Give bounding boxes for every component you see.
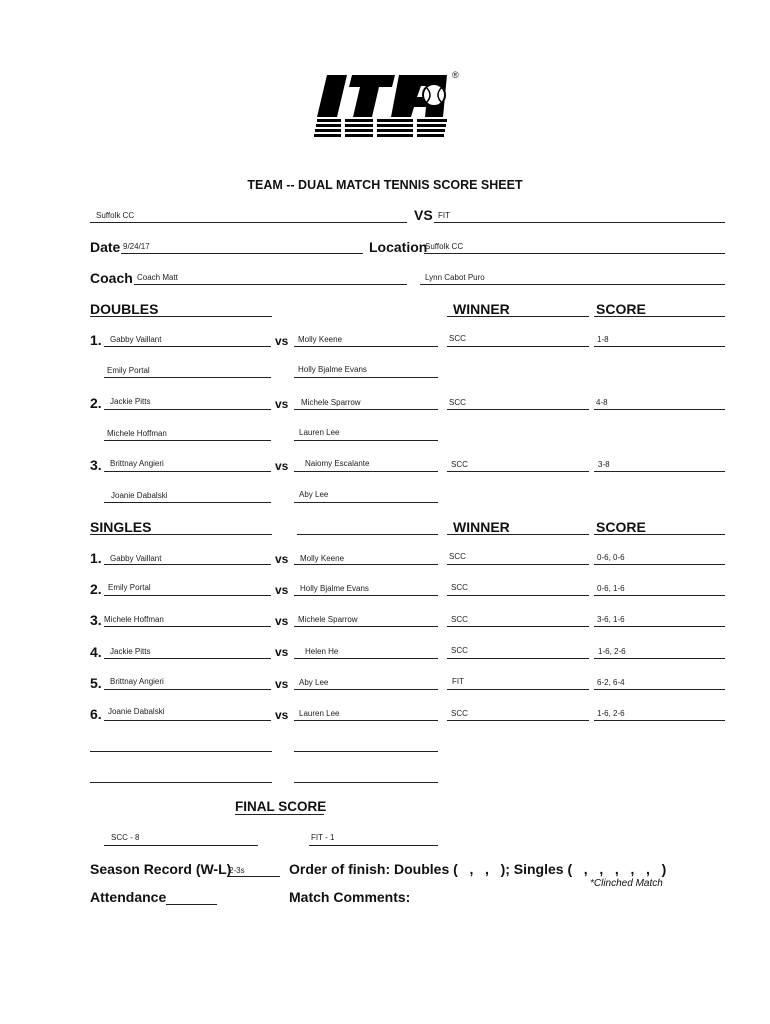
season-record-value: 2-3s [229,866,245,875]
singles-player-line[interactable] [104,720,271,721]
sheet-title: TEAM -- DUAL MATCH TENNIS SCORE SHEET [247,178,523,192]
singles-number: 2. [90,581,102,597]
singles-opponent-heading-line [297,534,438,535]
singles-winner: SCC [451,646,468,655]
doubles-number: 2. [90,395,102,411]
singles-opponent-line[interactable] [294,689,438,690]
singles-score: 3-6, 1-6 [597,615,625,624]
season-record-line[interactable] [227,876,280,877]
coach-label: Coach [90,270,133,286]
singles-opponent-line[interactable] [294,626,438,627]
coach2-value: Lynn Cabot Puro [425,273,485,282]
vs-label: vs [275,397,289,411]
registered-mark: ® [452,70,459,80]
singles-player: Brittnay Angieri [110,677,164,686]
singles-score-field[interactable] [594,626,725,627]
doubles-o2: Holly Bjalme Evans [298,365,367,374]
ita-logo-graphic [313,70,465,138]
doubles-heading: DOUBLES [90,301,159,317]
match-comments-label: Match Comments: [289,889,411,905]
singles-score-field[interactable] [594,689,725,690]
doubles-score-line [594,316,725,317]
singles-winner-field[interactable] [447,626,589,627]
final-team1-line[interactable] [104,845,258,846]
doubles-score-heading: SCORE [596,301,646,317]
doubles-p1-line[interactable] [104,346,271,347]
season-record-label: Season Record (W-L) [90,861,232,877]
clinched-note: *Clinched Match [590,878,663,889]
singles-heading-line [90,534,272,535]
singles-player: Emily Portal [108,583,151,592]
doubles-score: 4-8 [596,398,608,407]
singles-player-line[interactable] [104,564,271,565]
doubles-winner-field[interactable] [447,471,589,472]
doubles-score-field[interactable] [594,409,725,410]
doubles-o1: Naiomy Escalante [305,459,370,468]
doubles-winner: SCC [449,334,466,343]
team2-line[interactable] [434,222,725,223]
doubles-p2: Michele Hoffman [107,429,167,438]
singles-number: 6. [90,706,102,722]
singles-winner: SCC [451,583,468,592]
doubles-p2-line[interactable] [104,440,271,441]
singles-player: Joanie Dabalski [108,707,165,716]
singles-player: Michele Hoffman [104,615,164,624]
singles-opponent-line[interactable] [294,658,438,659]
doubles-p1-line[interactable] [104,409,271,410]
singles-winner-field[interactable] [447,658,589,659]
final-team2-line[interactable] [309,845,438,846]
location-line[interactable] [424,253,725,254]
doubles-winner-heading: WINNER [453,301,510,317]
final-score-heading: FINAL SCORE [235,799,327,814]
singles-player-line[interactable] [104,626,271,627]
order-of-finish: Order of finish: Doubles ( , , ); Singles ( , , , , , ) [289,861,667,877]
doubles-p2: Emily Portal [107,366,150,375]
singles-number: 1. [90,550,102,566]
singles-score: 0-6, 1-6 [597,584,625,593]
doubles-winner-line [447,316,589,317]
date-line[interactable] [121,253,363,254]
singles-player-line[interactable] [104,595,271,596]
extra-player-line[interactable] [90,782,272,783]
doubles-heading-line [90,316,272,317]
doubles-number: 3. [90,457,102,473]
vs-header-label: VS [414,207,433,223]
singles-opponent-line[interactable] [294,720,438,721]
vs-label: vs [275,583,289,597]
doubles-p1: Jackie Pitts [110,397,151,406]
singles-winner-field[interactable] [447,689,589,690]
doubles-score: 1-8 [597,335,609,344]
doubles-p1: Brittnay Angieri [110,459,164,468]
singles-opponent: Aby Lee [299,678,329,687]
doubles-p2-line[interactable] [104,377,271,378]
singles-score-field[interactable] [594,564,725,565]
singles-score-heading: SCORE [596,519,646,535]
singles-score-field[interactable] [594,595,725,596]
singles-player: Jackie Pitts [110,647,151,656]
singles-opponent: Helen He [305,647,339,656]
final-score-heading-line [235,814,324,815]
doubles-o1: Molly Keene [298,335,343,344]
location-value: Suffolk CC [425,242,464,251]
singles-opponent: Michele Sparrow [298,615,358,624]
singles-winner-field[interactable] [447,720,589,721]
vs-label: vs [275,645,289,659]
attendance-line[interactable] [166,904,217,905]
singles-number: 3. [90,612,102,628]
doubles-p2-line[interactable] [104,502,271,503]
doubles-winner-field[interactable] [447,409,589,410]
singles-opponent: Molly Keene [300,554,345,563]
singles-opponent: Holly Bjalme Evans [300,584,369,593]
singles-player-line[interactable] [104,689,271,690]
extra-opponent-line[interactable] [294,751,438,752]
date-value: 9/24/17 [123,242,150,251]
final-team2-score: FIT - 1 [311,833,335,842]
singles-score-field[interactable] [594,720,725,721]
doubles-winner: SCC [451,460,468,469]
singles-heading: SINGLES [90,519,152,535]
singles-score: 6-2, 6-4 [597,678,625,687]
coach1-value: Coach Matt [137,273,178,282]
singles-score-line [594,534,725,535]
ita-logo [313,70,465,138]
singles-winner: SCC [449,552,466,561]
vs-label: vs [275,614,289,628]
singles-winner: SCC [451,615,468,624]
doubles-o2: Aby Lee [299,490,329,499]
doubles-p2: Joanie Dabalski [111,491,168,500]
doubles-winner-field[interactable] [447,346,589,347]
location-label: Location [369,239,428,255]
doubles-score: 3-8 [598,460,610,469]
doubles-o1-line[interactable] [294,471,438,472]
singles-opponent-line[interactable] [294,595,438,596]
coach1-line[interactable] [134,284,407,285]
team2-value: FIT [438,211,450,220]
doubles-number: 1. [90,332,102,348]
vs-label: vs [275,708,289,722]
singles-player-line[interactable] [104,658,271,659]
extra-opponent-line[interactable] [294,782,438,783]
singles-winner-heading: WINNER [453,519,510,535]
singles-opponent-line[interactable] [294,564,438,565]
vs-label: vs [275,552,289,566]
singles-player: Gabby Vaillant [110,554,162,563]
final-team1-score: SCC - 8 [111,833,140,842]
vs-label: vs [275,459,289,473]
doubles-o2: Lauren Lee [299,428,340,437]
singles-opponent: Lauren Lee [299,709,340,718]
doubles-o1: Michele Sparrow [301,398,361,407]
doubles-score-field[interactable] [594,471,725,472]
vs-label: vs [275,334,289,348]
doubles-winner: SCC [449,398,466,407]
doubles-p1-line[interactable] [104,471,271,472]
singles-number: 5. [90,675,102,691]
doubles-score-field[interactable] [594,346,725,347]
date-label: Date [90,239,121,255]
doubles-p1: Gabby Vaillant [110,335,162,344]
singles-score: 1-6, 2-6 [597,709,625,718]
coach2-line[interactable] [420,284,725,285]
singles-winner: SCC [451,709,468,718]
doubles-o1-line[interactable] [294,409,438,410]
singles-number: 4. [90,644,102,660]
singles-score: 1-6, 2-6 [598,647,626,656]
doubles-o2-line[interactable] [294,440,438,441]
vs-label: vs [275,677,289,691]
singles-winner-field[interactable] [447,564,589,565]
singles-winner: FIT [452,677,464,686]
singles-score-field[interactable] [594,658,725,659]
singles-score: 0-6, 0-6 [597,553,625,562]
team1-line[interactable] [90,222,407,223]
attendance-label: Attendance [90,889,167,905]
doubles-o1-line[interactable] [294,346,438,347]
doubles-o2-line[interactable] [294,502,438,503]
singles-winner-field[interactable] [447,595,589,596]
doubles-o2-line[interactable] [294,377,438,378]
team1-value: Suffolk CC [96,211,135,220]
singles-winner-line [447,534,589,535]
extra-player-line[interactable] [90,751,272,752]
